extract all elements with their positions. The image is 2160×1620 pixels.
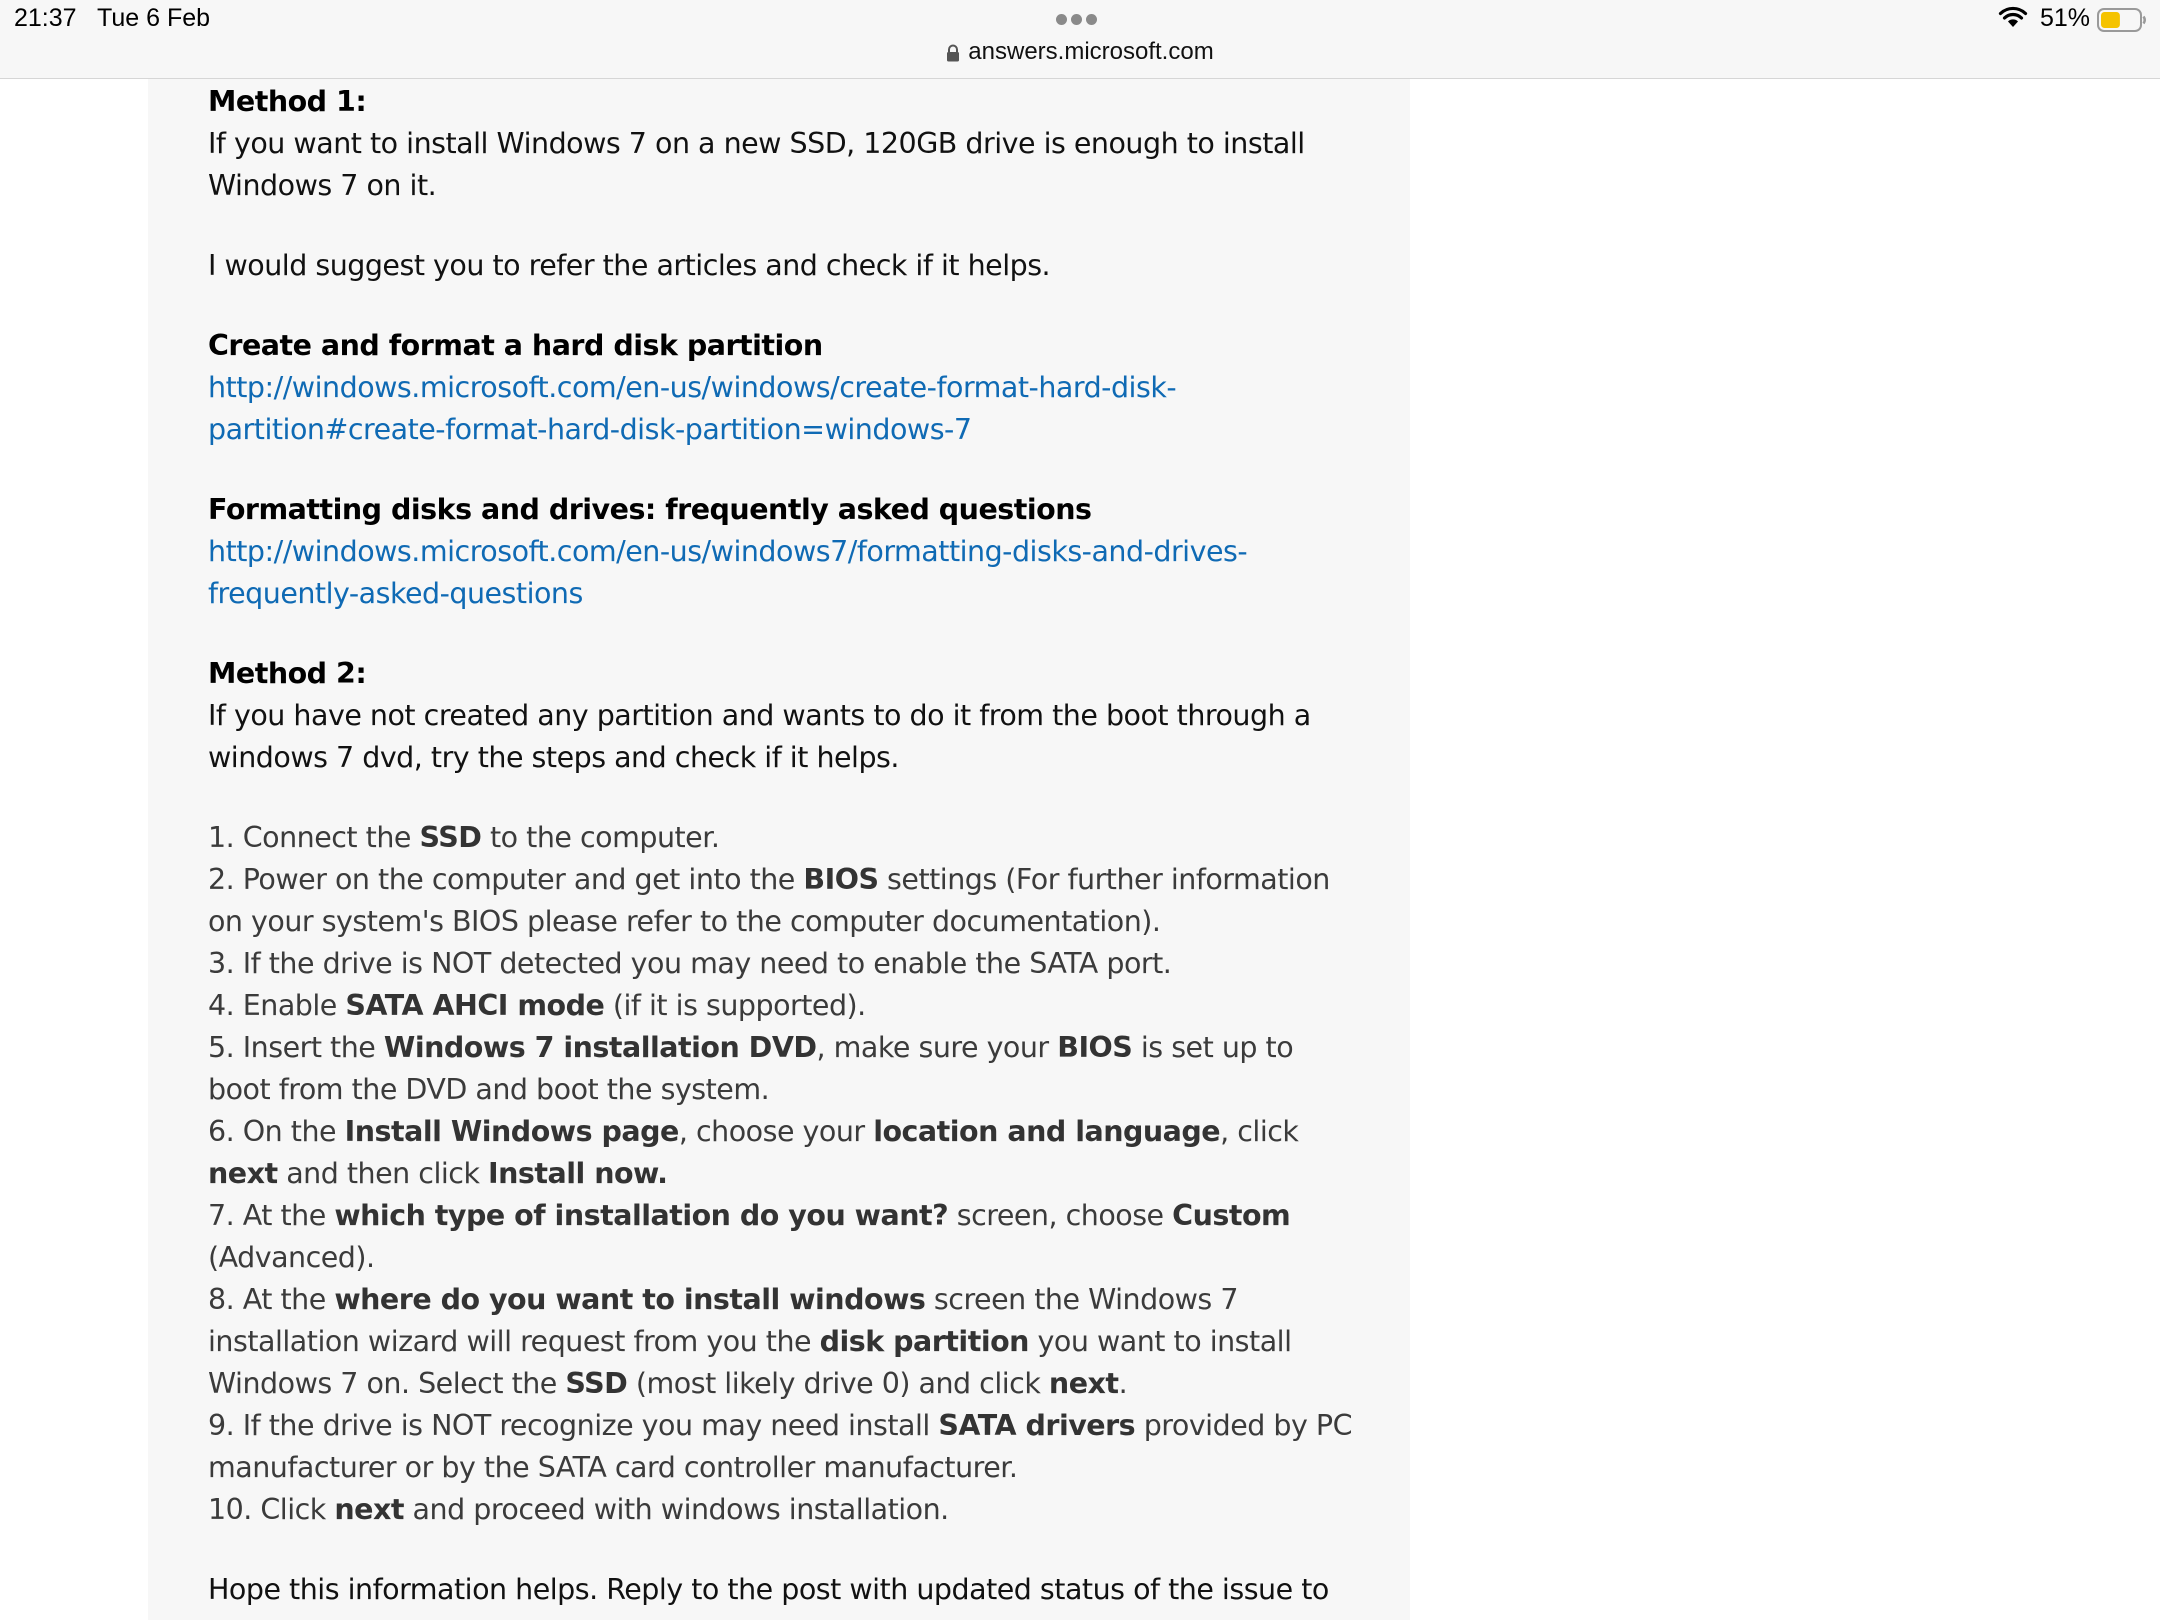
step-bold-text: disk partition (819, 1325, 1029, 1358)
article-panel (148, 79, 1410, 1620)
reference-2-title: Formatting disks and drives: frequently asked questions (208, 493, 1092, 526)
step-bold-text: which type of installation do you want? (334, 1199, 949, 1232)
suggestion-section (208, 245, 1408, 287)
step-bold-text: SATA drivers (938, 1409, 1136, 1442)
date: Tue 6 Feb (97, 4, 211, 32)
step-text: screen the Windows 7 installation wizard will request from you the (208, 1283, 1238, 1358)
step-text: (most likely drive 0) and click (627, 1367, 1049, 1400)
step-text: 10. Click (208, 1493, 335, 1526)
step-bold-text: where do you want to install windows (334, 1283, 926, 1316)
reference-1-link[interactable]: http://windows.microsoft.com/en-us/windows/create-format-hard-disk-partition#create-format-hard-disk-partition=windows-7 (208, 371, 1177, 446)
reference-1-title: Create and format a hard disk partition (208, 329, 823, 362)
multitasking-dots-icon[interactable] (1056, 12, 1102, 24)
method-1-title: Method 1: (208, 85, 367, 118)
step-bold-text: BIOS (803, 863, 879, 896)
step-text: (Advanced). (208, 1241, 375, 1274)
closing-section (208, 1569, 1408, 1611)
step-bold-text: BIOS (1057, 1031, 1133, 1064)
step-text: and proceed with windows installation. (404, 1493, 949, 1526)
wifi-icon (1998, 6, 2028, 33)
step-text: 3. If the drive is NOT detected you may need to enable the SATA port. (208, 947, 1172, 980)
step-text: screen, choose (948, 1199, 1173, 1232)
step-item (208, 1405, 1358, 1489)
steps-list (208, 817, 1358, 1531)
step-bold-text: next (208, 1157, 278, 1190)
step-item (208, 1027, 1358, 1111)
step-bold-text: Install now. (488, 1157, 668, 1190)
suggestion-text: I would suggest you to refer the articles and check if it helps. (208, 249, 1051, 282)
url-text: answers.microsoft.com (968, 38, 1214, 65)
step-text: (if it is supported). (604, 989, 866, 1022)
reference-2-section (208, 489, 1408, 615)
status-bar (0, 0, 2160, 79)
step-item (208, 985, 1358, 1027)
method-2-text: If you have not created any partition and wants to do it from the boot through a windows 7 dvd, try the steps and check if it helps. (208, 699, 1311, 774)
step-bold-text: location and language (873, 1115, 1221, 1148)
step-text: 8. At the (208, 1283, 335, 1316)
step-text: and then click (277, 1157, 489, 1190)
step-item (208, 943, 1358, 985)
step-text: is set up to boot from the DVD and boot the system. (208, 1031, 1294, 1106)
step-text: 7. At the (208, 1199, 335, 1232)
method-2-title: Method 2: (208, 657, 367, 690)
reference-2-link[interactable]: http://windows.microsoft.com/en-us/windows7/formatting-disks-and-drives-frequently-asked-questions (208, 535, 1248, 610)
step-item (208, 1279, 1358, 1405)
closing-text: Hope this information helps. Reply to the post with updated status of the issue to (208, 1573, 1329, 1606)
step-text: 6. On the (208, 1115, 345, 1148)
clock-time: 21:37 (14, 4, 77, 32)
address-bar[interactable] (0, 38, 2160, 69)
step-text: to the computer. (481, 821, 720, 854)
reference-1-section (208, 325, 1408, 451)
step-text: settings (For further information on your system's BIOS please refer to the computer documentation). (208, 863, 1330, 938)
article-content (208, 81, 1408, 1611)
method-2-section (208, 653, 1408, 779)
step-text: . (1118, 1367, 1128, 1400)
step-bold-text: Windows 7 installation DVD (383, 1031, 817, 1064)
step-bold-text: Custom (1172, 1199, 1291, 1232)
step-text: , click (1220, 1115, 1299, 1148)
step-bold-text: Install Windows page (344, 1115, 679, 1148)
step-item (208, 1195, 1358, 1279)
step-bold-text: SATA AHCI mode (345, 989, 605, 1022)
step-item (208, 817, 1358, 859)
step-item (208, 1489, 1358, 1531)
battery-percent: 51% (2040, 4, 2091, 32)
step-text: 2. Power on the computer and get into the (208, 863, 804, 896)
step-bold-text: SSD (419, 821, 482, 854)
step-text: provided by PC manufacturer or by the SATA card controller manufacturer. (208, 1409, 1352, 1484)
step-text: , make sure your (816, 1031, 1058, 1064)
step-item (208, 1111, 1358, 1195)
method-1-section (208, 81, 1408, 207)
step-text: 1. Connect the (208, 821, 420, 854)
method-1-text: If you want to install Windows 7 on a new SSD, 120GB drive is enough to install Windows 7 on it. (208, 127, 1305, 202)
step-text: 9. If the drive is NOT recognize you may need install (208, 1409, 939, 1442)
step-text: 5. Insert the (208, 1031, 384, 1064)
step-text: , choose your (678, 1115, 874, 1148)
step-item (208, 859, 1358, 943)
step-text: you want to install Windows 7 on. Select the (208, 1325, 1292, 1400)
step-bold-text: next (334, 1493, 404, 1526)
step-bold-text: next (1048, 1367, 1119, 1400)
step-text: 4. Enable (208, 989, 346, 1022)
battery-icon (2097, 8, 2147, 32)
step-bold-text: SSD (565, 1367, 628, 1400)
lock-icon (946, 41, 960, 69)
